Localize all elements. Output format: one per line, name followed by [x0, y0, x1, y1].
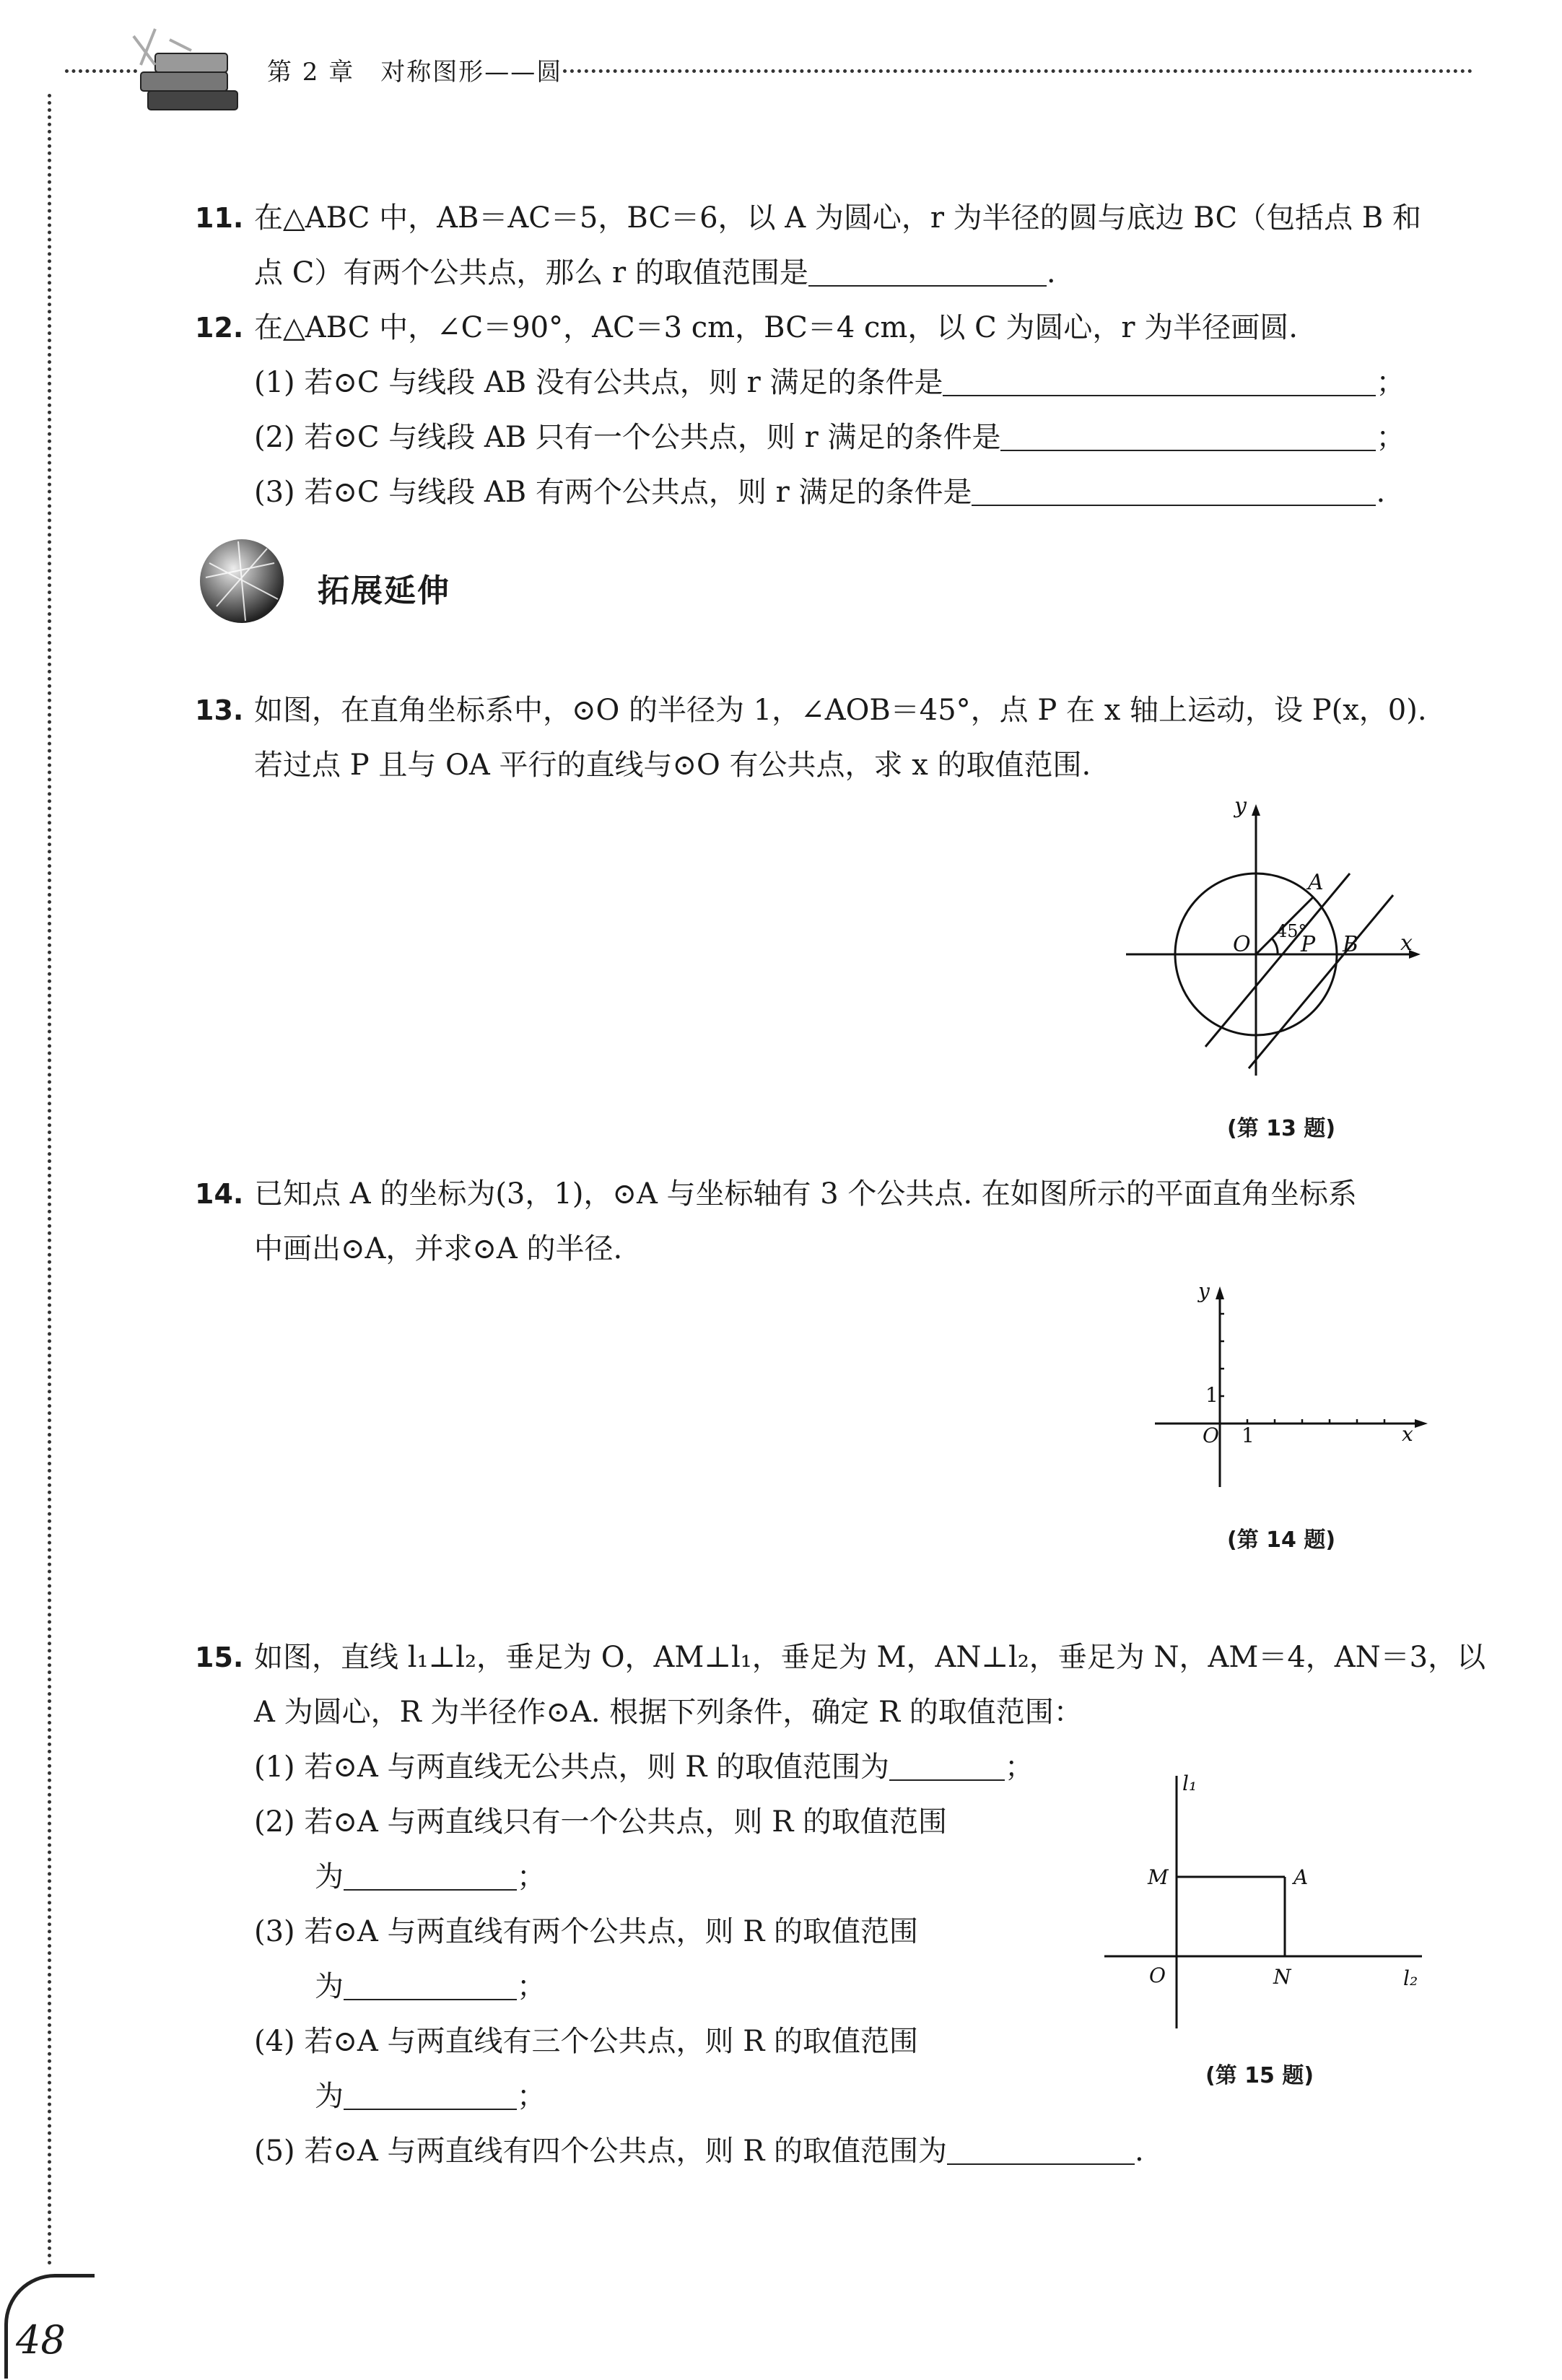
label-y: y — [1198, 1279, 1210, 1303]
answer-blank[interactable] — [889, 1742, 1005, 1781]
answer-blank[interactable] — [344, 1961, 517, 2000]
sub-question: (1) 若⊙C 与线段 AB 没有公共点，则 r 满足的条件是 ； — [254, 355, 1405, 410]
sub-question-cont: 为 ； — [315, 2069, 546, 2124]
question-number: 13. — [195, 694, 244, 726]
question-text-line2: 点 C）有两个公共点，那么 r 的取值范围是 . — [254, 245, 1056, 300]
sub-question: (3) 若⊙A 与两直线有两个公共点，则 R 的取值范围 — [254, 1915, 919, 1948]
label-one-x: 1 — [1242, 1424, 1255, 1447]
line-through-p — [1205, 873, 1350, 1047]
sub-question: (5) 若⊙A 与两直线有四个公共点，则 R 的取值范围为 . — [254, 2124, 1144, 2179]
sub-question: (2) 若⊙A 与两直线只有一个公共点，则 R 的取值范围 — [254, 1805, 948, 1839]
sub-question: (2) 若⊙C 与线段 AB 只有一个公共点，则 r 满足的条件是 ； — [254, 410, 1405, 465]
label-a: A — [1308, 870, 1324, 895]
line-through-b — [1249, 895, 1393, 1068]
books-icon — [126, 22, 249, 123]
question-text-line2: A 为圆心，R 为半径作⊙A. 根据下列条件，确定 R 的取值范围： — [254, 1696, 1083, 1729]
question-text: 在△ABC 中，AB＝AC＝5，BC＝6，以 A 为圆心，r 为半径的圆与底边 BC（包括点 B 和 — [254, 201, 1421, 235]
answer-blank[interactable] — [972, 467, 1376, 506]
header-rule-left — [65, 69, 137, 73]
label-one-y: 1 — [1205, 1383, 1218, 1407]
label-x: x — [1400, 930, 1413, 956]
question-text: 在△ABC 中，∠C＝90°，AC＝3 cm，BC＝4 cm，以 C 为圆心，r 为半径画圆. — [254, 311, 1298, 344]
answer-blank[interactable] — [808, 248, 1047, 287]
figure-13 — [1112, 794, 1429, 1097]
label-m: M — [1148, 1865, 1169, 1889]
figure-15 — [1097, 1761, 1429, 2036]
question-number: 14. — [195, 1178, 244, 1210]
label-o: O — [1203, 1424, 1219, 1447]
sub-question: (1) 若⊙A 与两直线无公共点，则 R 的取值范围为 ； — [254, 1740, 1034, 1795]
header-rule — [563, 69, 1472, 73]
label-angle: 45° — [1276, 921, 1307, 941]
label-p: P — [1301, 932, 1316, 957]
label-x: x — [1402, 1422, 1413, 1446]
sub-question: (3) 若⊙C 与线段 AB 有两个公共点，则 r 满足的条件是 . — [254, 465, 1385, 520]
globe-icon — [195, 534, 289, 628]
question-number: 12. — [195, 312, 244, 344]
label-a: A — [1293, 1865, 1309, 1889]
label-n: N — [1273, 1965, 1291, 1989]
label-y: y — [1234, 794, 1247, 819]
question-text: 已知点 A 的坐标为(3，1)，⊙A 与坐标轴有 3 个公共点. 在如图所示的平面直角坐标系 — [254, 1177, 1357, 1211]
question-text-line2: 中画出⊙A，并求⊙A 的半径. — [254, 1232, 623, 1265]
question-text-line2: 若过点 P 且与 OA 平行的直线与⊙O 有公共点，求 x 的取值范围. — [254, 749, 1091, 782]
question-number: 15. — [195, 1642, 244, 1673]
page-number: 48 — [16, 2317, 66, 2363]
sub-question-cont: 为 ； — [315, 1959, 546, 2014]
label-l2: l₂ — [1403, 1966, 1418, 1990]
label-o: O — [1233, 932, 1251, 957]
chapter-title: 第 2 章 对称图形——圆 — [267, 58, 563, 87]
answer-blank[interactable] — [943, 357, 1376, 396]
sub-question: (4) 若⊙A 与两直线有三个公共点，则 R 的取值范围 — [254, 2025, 919, 2058]
label-b: B — [1343, 932, 1359, 957]
figure-14 — [1148, 1278, 1436, 1494]
section-title: 拓展延伸 — [318, 572, 450, 609]
answer-blank[interactable] — [344, 1852, 517, 1891]
question-text: 如图，直线 l₁⊥l₂，垂足为 O，AM⊥l₁，垂足为 M，AN⊥l₂，垂足为 N，AM＝4，AN＝3，以 — [254, 1641, 1486, 1674]
answer-blank[interactable] — [1000, 412, 1376, 451]
question-text: 如图，在直角坐标系中，⊙O 的半径为 1，∠AOB＝45°，点 P 在 x 轴上运动，设 P(x，0). — [254, 694, 1427, 727]
answer-blank[interactable] — [344, 2071, 517, 2110]
answer-blank[interactable] — [947, 2126, 1135, 2165]
sub-question-cont: 为 ； — [315, 1849, 546, 1904]
caption-14: (第 14 题) — [1227, 1527, 1336, 1553]
label-l1: l₁ — [1182, 1771, 1197, 1795]
label-o: O — [1149, 1963, 1166, 1987]
margin-rule — [48, 94, 51, 2267]
caption-13: (第 13 题) — [1227, 1116, 1336, 1141]
question-number: 11. — [195, 202, 244, 234]
caption-15: (第 15 题) — [1205, 2063, 1314, 2088]
